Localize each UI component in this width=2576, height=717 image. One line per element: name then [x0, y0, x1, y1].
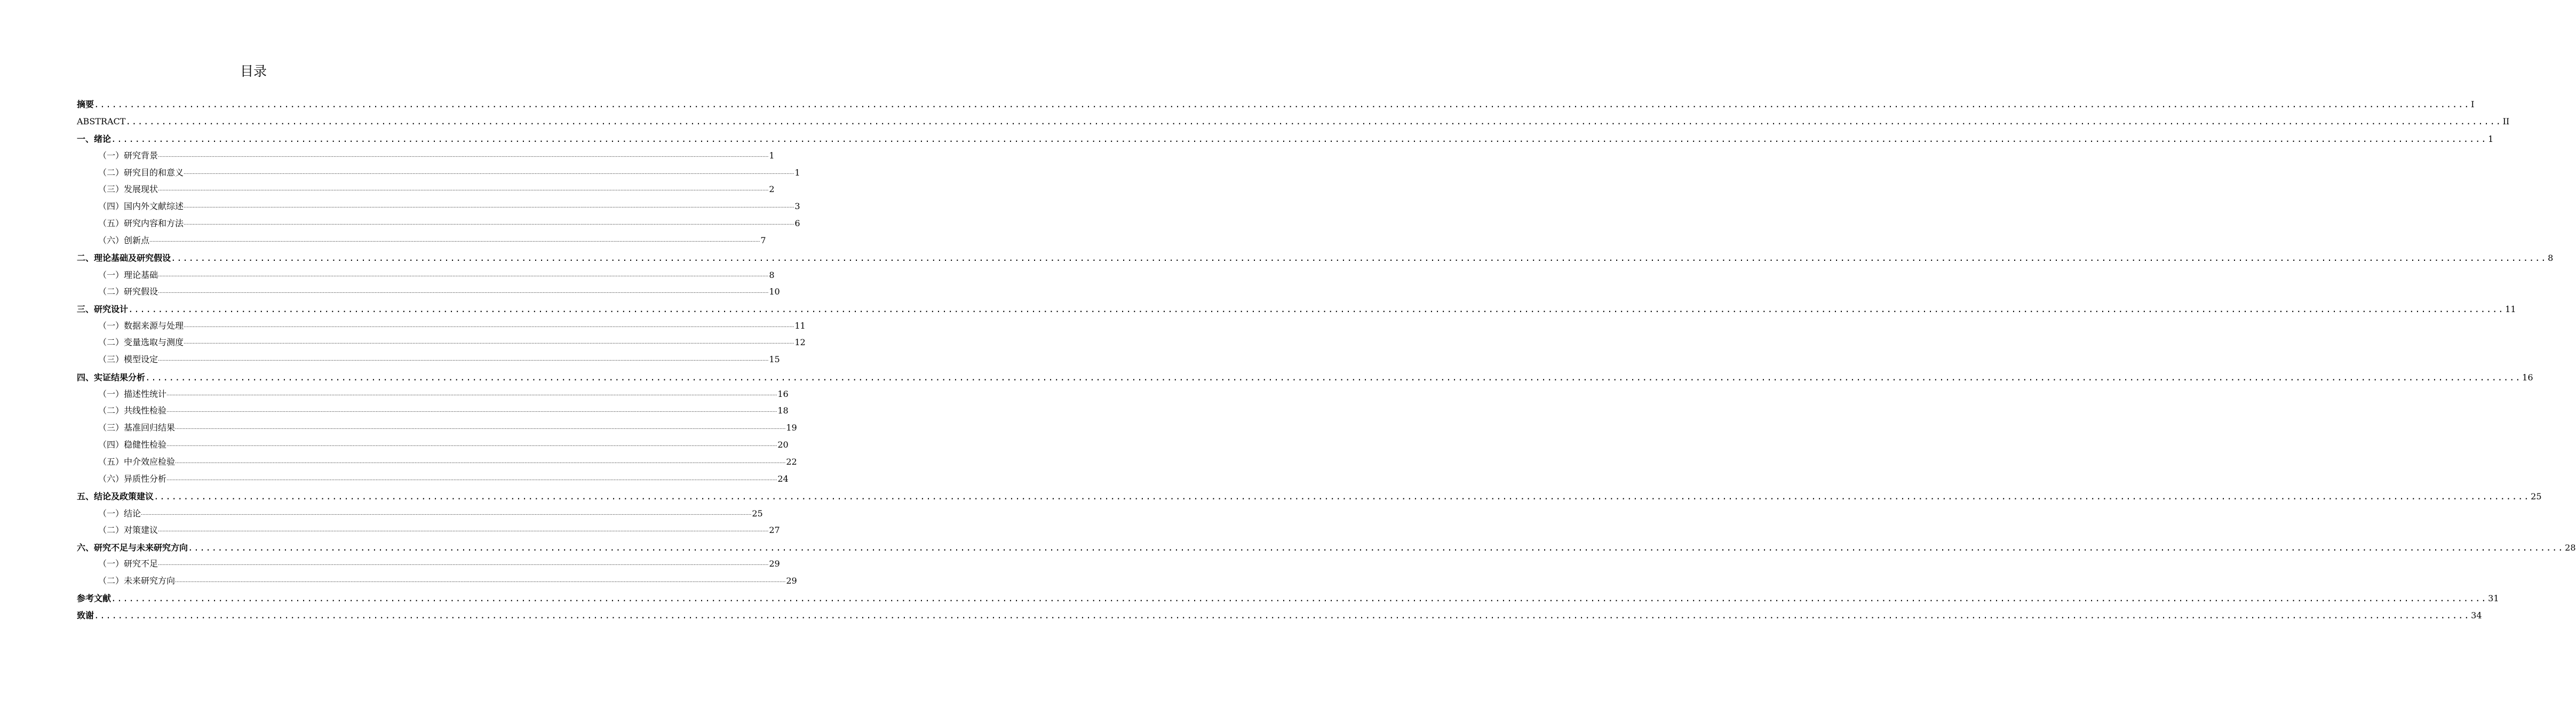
toc-entry-page-number: 8 [769, 270, 775, 280]
dot-leader: ................................................................................................................................................................................................................................................................................................................................................................................................................ [158, 187, 769, 192]
toc-entry-label: 参考文献 [77, 593, 112, 603]
toc-entry-page-number: 24 [777, 474, 789, 484]
toc-title: 目录 [240, 63, 267, 79]
toc-entry-label: 六、研究不足与未来研究方向 [77, 543, 188, 553]
toc-entry-section[interactable] [98, 557, 780, 571]
toc-entry-section[interactable] [98, 574, 797, 588]
toc-entry-page-number: 1 [769, 150, 775, 161]
dot-leader: ................................................................................................................................................................................................................................................................................................................................................................................................................ [184, 221, 794, 226]
dot-leader: ................................................................................................................................................................................................................................................................................................................................................................................................................ [171, 253, 2547, 263]
toc-entry-chapter[interactable] [77, 115, 2510, 129]
toc-entry-label: （五）中介效应检验 [98, 457, 176, 467]
dot-leader: ................................................................................................................................................................................................................................................................................................................................................................................................................ [111, 593, 2487, 603]
toc-entry-section[interactable] [98, 200, 800, 213]
toc-entry-section[interactable] [98, 523, 780, 537]
dot-leader: ................................................................................................................................................................................................................................................................................................................................................................................................................ [158, 528, 769, 533]
toc-entry-section[interactable] [98, 472, 789, 486]
toc-entry-page-number: 8 [2548, 253, 2554, 263]
toc-entry-page-number: 25 [752, 508, 763, 519]
toc-entry-section[interactable] [98, 319, 806, 333]
dot-leader: ................................................................................................................................................................................................................................................................................................................................................................................................................ [158, 153, 769, 158]
toc-entry-page-number: 2 [769, 184, 775, 194]
dot-leader: ................................................................................................................................................................................................................................................................................................................................................................................................................ [175, 459, 786, 465]
toc-entry-page-number: 19 [786, 423, 797, 433]
toc-entry-chapter[interactable] [77, 132, 2494, 146]
toc-entry-page-number: 16 [2522, 372, 2533, 383]
toc-entry-label: 二、理论基础及研究假设 [77, 253, 171, 263]
dot-leader: ................................................................................................................................................................................................................................................................................................................................................................................................................ [166, 476, 777, 482]
toc-entry-section[interactable] [98, 438, 789, 452]
toc-entry-section[interactable] [98, 353, 780, 367]
toc-entry-label: （一）理论基础 [98, 270, 158, 280]
toc-entry-page-number: 7 [760, 235, 766, 245]
toc-entry-section[interactable] [98, 268, 775, 282]
toc-entry-page-number: 15 [769, 354, 780, 364]
dot-leader: ................................................................................................................................................................................................................................................................................................................................................................................................................ [149, 238, 760, 243]
toc-entry-page-number: 16 [777, 389, 789, 399]
dot-leader: ................................................................................................................................................................................................................................................................................................................................................................................................................ [158, 273, 769, 278]
toc-entry-page-number: 3 [794, 201, 800, 211]
toc-entry-chapter[interactable] [77, 490, 2542, 504]
toc-entry-section[interactable] [98, 455, 797, 469]
dot-leader: ................................................................................................................................................................................................................................................................................................................................................................................................................ [166, 408, 777, 413]
toc-entry-page-number: 12 [794, 337, 806, 347]
toc-entry-page-number: 29 [769, 559, 780, 569]
toc-entry-label: （二）对策建议 [98, 525, 158, 535]
dot-leader: ................................................................................................................................................................................................................................................................................................................................................................................................................ [111, 134, 2487, 144]
toc-entry-page-number: 10 [769, 286, 780, 297]
toc-entry-label: （六）创新点 [98, 235, 150, 245]
toc-entry-chapter[interactable] [77, 98, 2475, 111]
dot-leader: ................................................................................................................................................................................................................................................................................................................................................................................................................ [184, 204, 794, 209]
toc-entry-section[interactable] [98, 149, 775, 163]
dot-leader: ................................................................................................................................................................................................................................................................................................................................................................................................................ [166, 392, 777, 397]
dot-leader: ................................................................................................................................................................................................................................................................................................................................................................................................................ [184, 170, 794, 176]
toc-entry-label: （二）变量选取与测度 [98, 337, 184, 347]
dot-leader: ................................................................................................................................................................................................................................................................................................................................................................................................................ [154, 491, 2530, 501]
toc-entry-label: （三）模型设定 [98, 354, 158, 364]
toc-entry-chapter[interactable] [77, 592, 2499, 606]
toc-entry-page-number: 20 [777, 440, 789, 450]
toc-entry-page-number: 34 [2471, 610, 2482, 620]
toc-entry-label: （二）未来研究方向 [98, 576, 176, 586]
toc-entry-label: （二）研究目的和意义 [98, 168, 184, 178]
dot-leader: ................................................................................................................................................................................................................................................................................................................................................................................................................ [158, 561, 769, 567]
toc-entry-page-number: 11 [2505, 304, 2516, 314]
toc-entry-section[interactable] [98, 507, 763, 521]
toc-entry-label: （一）数据来源与处理 [98, 321, 184, 331]
toc-entry-section[interactable] [98, 404, 789, 418]
toc-entry-page-number: 1 [794, 168, 800, 178]
toc-entry-label: （四）稳健性检验 [98, 440, 167, 450]
toc-entry-label: （二）共线性检验 [98, 405, 167, 416]
toc-entry-section[interactable] [98, 166, 800, 180]
toc-entry-label: （一）描述性统计 [98, 389, 167, 399]
dot-leader: ................................................................................................................................................................................................................................................................................................................................................................................................................ [184, 340, 794, 345]
toc-entry-section[interactable] [98, 421, 797, 435]
dot-leader: ................................................................................................................................................................................................................................................................................................................................................................................................................ [188, 543, 2564, 553]
toc-entry-label: （三）发展现状 [98, 184, 158, 194]
toc-entry-label: （二）研究假设 [98, 286, 158, 297]
toc-entry-page-number: 25 [2531, 491, 2542, 501]
toc-entry-page-number: 31 [2488, 593, 2499, 603]
toc-entry-label: （四）国内外文献综述 [98, 201, 184, 211]
dot-leader: ................................................................................................................................................................................................................................................................................................................................................................................................................ [158, 357, 769, 362]
toc-entry-section[interactable] [98, 387, 789, 401]
toc-entry-page-number: II [2502, 116, 2510, 126]
toc-entry-page-number: 22 [786, 457, 797, 467]
dot-leader: ................................................................................................................................................................................................................................................................................................................................................................................................................ [94, 99, 2470, 109]
toc-entry-chapter[interactable] [77, 251, 2554, 265]
toc-entry-section[interactable] [98, 336, 806, 349]
toc-entry-page-number: 18 [777, 405, 789, 416]
toc-entry-label: 三、研究设计 [77, 304, 129, 314]
toc-entry-chapter[interactable] [77, 609, 2482, 623]
dot-leader: ................................................................................................................................................................................................................................................................................................................................................................................................................ [145, 372, 2522, 383]
dot-leader: ................................................................................................................................................................................................................................................................................................................................................................................................................ [166, 442, 777, 448]
toc-entry-section[interactable] [98, 285, 780, 299]
toc-entry-section[interactable] [98, 217, 800, 230]
toc-entry-page-number: 1 [2488, 134, 2494, 144]
dot-leader: ................................................................................................................................................................................................................................................................................................................................................................................................................ [94, 610, 2470, 620]
toc-entry-label: 一、绪论 [77, 134, 112, 144]
toc-entry-label: （六）异质性分析 [98, 474, 167, 484]
toc-entry-label: 四、实证结果分析 [77, 372, 146, 383]
toc-entry-page-number: 28 [2565, 543, 2576, 553]
dot-leader: ................................................................................................................................................................................................................................................................................................................................................................................................................ [184, 323, 794, 329]
toc-entry-chapter[interactable] [77, 541, 2576, 555]
toc-entry-page-number: 29 [786, 576, 797, 586]
toc-entry-page-number: 11 [794, 321, 806, 331]
toc-entry-label: （五）研究内容和方法 [98, 218, 184, 228]
dot-leader: ................................................................................................................................................................................................................................................................................................................................................................................................................ [158, 289, 769, 294]
toc-entry-section[interactable] [98, 182, 775, 196]
toc-entry-label: （一）研究背景 [98, 150, 158, 161]
toc-entry-chapter[interactable] [77, 371, 2533, 385]
toc-entry-page-number: I [2471, 99, 2475, 109]
toc-entry-label: ABSTRACT [77, 116, 126, 126]
toc-entry-page-number: 6 [794, 218, 800, 228]
toc-entry-label: 摘要 [77, 99, 94, 109]
dot-leader: ................................................................................................................................................................................................................................................................................................................................................................................................................ [125, 116, 2502, 126]
toc-entry-label: 致谢 [77, 610, 94, 620]
toc-entry-label: （一）研究不足 [98, 559, 158, 569]
dot-leader: ................................................................................................................................................................................................................................................................................................................................................................................................................ [175, 425, 786, 431]
dot-leader: ................................................................................................................................................................................................................................................................................................................................................................................................................ [128, 304, 2505, 314]
dot-leader: ................................................................................................................................................................................................................................................................................................................................................................................................................ [175, 578, 786, 584]
dot-leader: ................................................................................................................................................................................................................................................................................................................................................................................................................ [141, 511, 752, 516]
toc-entry-label: （三）基准回归结果 [98, 423, 176, 433]
toc-entry-section[interactable] [98, 234, 766, 248]
toc-entry-label: （一）结论 [98, 508, 141, 519]
toc-entry-page-number: 27 [769, 525, 780, 535]
toc-entry-chapter[interactable] [77, 302, 2516, 316]
toc-entry-label: 五、结论及政策建议 [77, 491, 154, 501]
